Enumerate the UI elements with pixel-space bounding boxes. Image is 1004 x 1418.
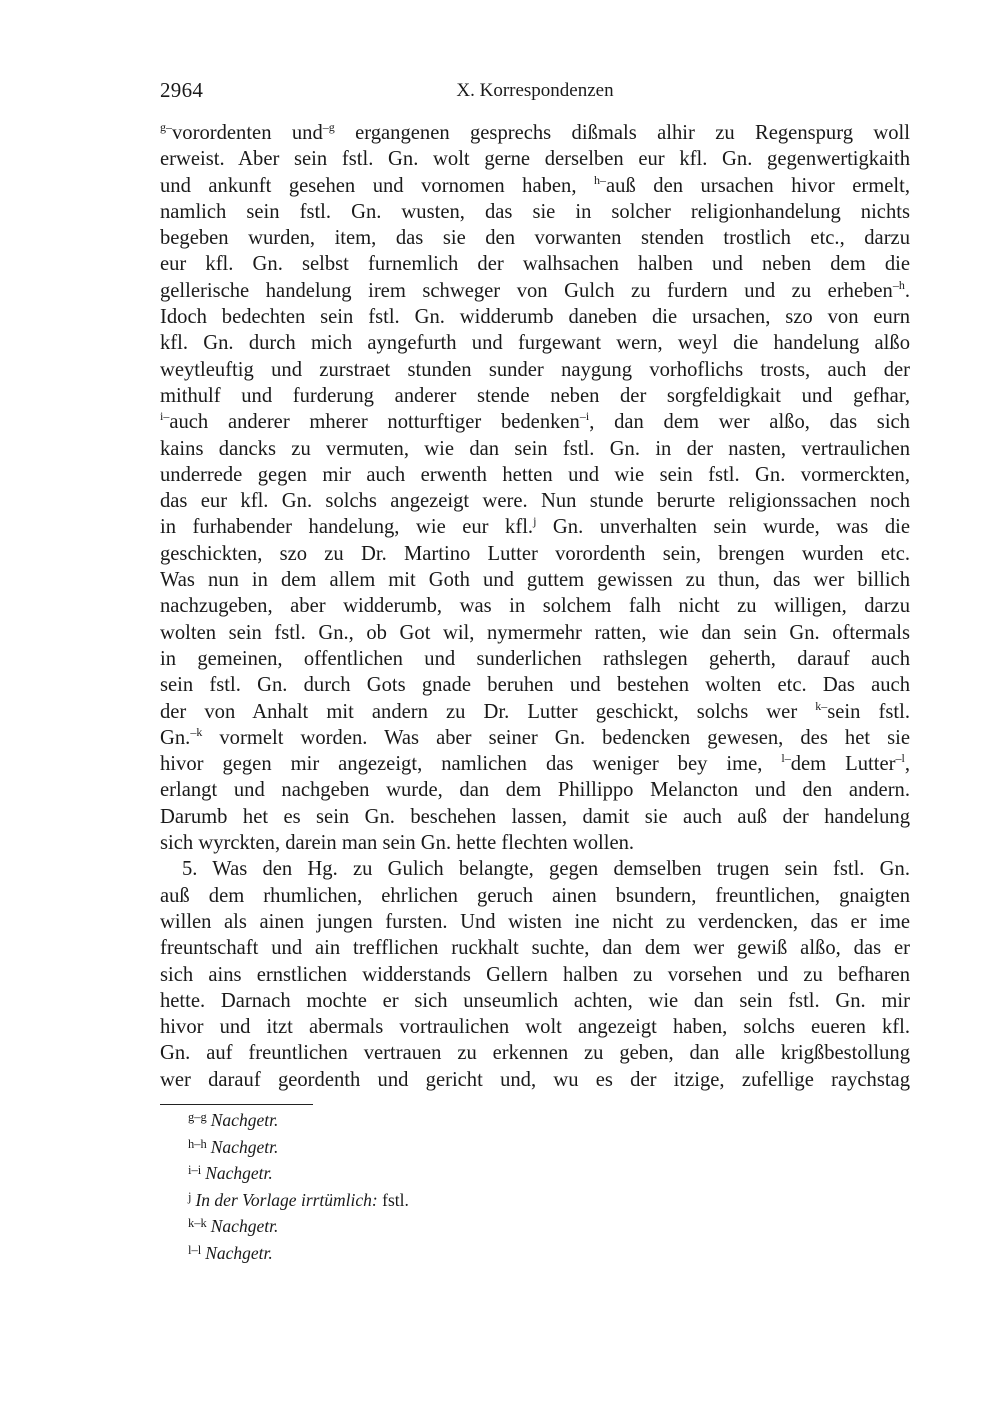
text-segment: wolten sein fstl. Gn., ob Got wil, nymermehr ratten, wie dan sein Gn. oftermals <box>160 621 910 644</box>
text-segment: geschickten, szo zu Dr. Martino Lutter vorordenth sein, brengen wurden etc. <box>160 542 910 565</box>
text-segment: begeben wurden, item, das sie den vorwanten stenden trostlich etc., darzu <box>160 227 910 250</box>
text-segment: , dan dem wer alßo, das sich <box>589 411 910 434</box>
footnote-marker: i– <box>160 409 170 424</box>
text-segment: kains dancks zu vermuten, wie dan sein fstl. Gn. in der nasten, vertraulichen <box>160 437 910 460</box>
text-segment: das eur kfl. Gn. solchs angezeigt were. Nun stunde berurte religionssachen noch <box>160 490 910 513</box>
text-segment: hivor gegen mir angezeigt, namlichen das weniger bey ime, <box>160 753 782 776</box>
text-segment: sein fstl. Gn. durch Gots gnade beruhen und bestehen wolten etc. Das auch <box>160 674 910 697</box>
text-segment: sein fstl. <box>827 700 910 723</box>
text-segment: auß dem rhumlichen, ehrlichen geruch ainen bsundern, freuntlichen, gnaigten <box>160 884 910 907</box>
text-line <box>160 1040 910 1066</box>
footnote-marker: l– <box>781 751 791 766</box>
footnote-italic-text: Nachgetr. <box>205 1163 273 1184</box>
footnote-marker: –i <box>579 409 590 424</box>
text-line <box>160 383 910 409</box>
footnote-marker: –k <box>190 724 203 739</box>
footnote-item <box>160 1106 760 1133</box>
text-segment: und ankunft gesehen und vornomen haben, <box>160 174 595 197</box>
footnote-mark: i–i <box>188 1163 202 1178</box>
text-segment: sich wyrckten, darein man sein Gn. hette flechten wollen. <box>160 832 635 855</box>
text-line <box>160 1067 910 1093</box>
text-segment: vormelt worden. Was aber seiner Gn. bedencken gewesen, des het sie <box>202 726 910 749</box>
text-line <box>160 804 910 830</box>
text-line <box>160 751 910 777</box>
text-segment: gellerische handelung irem schweger von Gulch zu furdern und zu erheben <box>160 279 893 302</box>
footnote-item <box>160 1133 760 1160</box>
text-segment: der von Anhalt mit andern zu Dr. Lutter geschickt, solchs wer <box>160 700 816 723</box>
text-line <box>160 514 910 540</box>
text-line <box>160 251 910 277</box>
footnote-italic-text: Nachgetr. <box>205 1242 273 1263</box>
text-segment: nachzugeben, aber widderumb, was in solchem falh nicht zu willigen, darzu <box>160 595 910 618</box>
footnote-item <box>160 1239 760 1266</box>
footnote-item <box>160 1186 760 1213</box>
text-segment: wer darauf geordenth und gericht und, wu es der itzige, zufellige raychstag <box>160 1068 910 1091</box>
text-segment: underrede gegen mir auch erwenth hetten und wie sein fstl. Gn. vormerckten, <box>160 463 910 486</box>
footnote-mark: l–l <box>188 1242 202 1257</box>
text-segment: eur kfl. Gn. selbst furnemlich der walhsachen halben und neben dem die <box>160 253 910 276</box>
footnote-italic-text: Nachgetr. <box>210 1110 279 1130</box>
text-line <box>160 225 910 251</box>
text-segment: . <box>904 279 910 302</box>
text-segment: namlich sein fstl. Gn. wusten, das sie in solcher religionhandelung nichts <box>160 200 910 223</box>
main-text <box>160 120 910 1093</box>
footnote-marker: –g <box>322 120 335 134</box>
text-line <box>160 962 910 988</box>
text-line <box>160 883 910 909</box>
text-line <box>160 436 910 462</box>
footnote-mark: g–g <box>188 1110 207 1124</box>
text-line <box>160 488 910 514</box>
text-segment: Darumb het es sein Gn. beschehen lassen, damit sie auch auß der handelung <box>160 805 910 828</box>
page-number: 2964 <box>160 78 204 102</box>
footnote-item <box>160 1159 760 1186</box>
text-line <box>160 409 910 435</box>
page-header <box>160 78 910 106</box>
footnote-italic-text: In der Vorlage irrtümlich: <box>195 1189 378 1210</box>
text-segment: ergangenen gesprechs dißmals alhir zu Regenspurg woll <box>334 122 910 144</box>
text-line <box>160 646 910 672</box>
text-line <box>160 357 910 383</box>
text-line <box>160 462 910 488</box>
text-line <box>160 330 910 356</box>
text-line <box>160 725 910 751</box>
text-segment: , <box>904 753 910 776</box>
text-segment: sich ains ernstlichen widderstands Gellern halben zu vorsehen und zu befharen <box>160 963 910 986</box>
text-line <box>160 856 910 882</box>
text-line <box>160 593 910 619</box>
text-segment: Idoch bedechten sein fstl. Gn. widderumb daneben die ursachen, szo von eurn <box>160 306 910 329</box>
text-line <box>160 120 910 146</box>
footnote-marker: g– <box>160 120 172 134</box>
text-segment: Gn. unverhalten sein wurde, was die <box>536 516 910 539</box>
footnote-marker: j <box>533 514 537 529</box>
footnote-mark: j <box>188 1189 192 1204</box>
text-segment: auch anderer mherer notturftiger bedenken <box>169 411 580 434</box>
text-line <box>160 173 910 199</box>
text-segment: 5. Was den Hg. zu Gulich belangte, gegen demselben trugen sein fstl. Gn. <box>182 858 910 881</box>
text-segment: kfl. Gn. durch mich ayngefurth und furgewant wern, weyl die handelung alßo <box>160 332 910 355</box>
text-line <box>160 1014 910 1040</box>
footnote-marker: k– <box>815 698 828 713</box>
text-line <box>160 278 910 304</box>
text-line <box>160 146 910 172</box>
text-segment: Was nun in dem allem mit Goth und guttem gewissen zu thun, das wer billich <box>160 569 910 592</box>
footnote-marker: h– <box>594 172 607 187</box>
footnote-divider <box>160 1104 313 1105</box>
text-segment: Gn. auf freuntlichen vertrauen zu erkennen zu geben, dan alle krigßbestollung <box>160 1042 910 1065</box>
running-title: X. Korrespondenzen <box>456 80 614 101</box>
text-line <box>160 699 910 725</box>
text-segment: freuntschaft und ain trefflichen ruckhalt suchte, dan dem wer gewiß alßo, das er <box>160 937 910 960</box>
text-segment: auß den ursachen hivor ermelt, <box>606 174 910 197</box>
footnote-italic-text: Nachgetr. <box>210 1136 279 1157</box>
text-segment: willen als ainen jungen fursten. Und wisten ine nicht zu verdencken, das er ime <box>160 910 910 933</box>
text-segment: hette. Darnach mochte er sich unseumlich achten, wie dan sein fstl. Gn. mir <box>160 989 910 1012</box>
text-line <box>160 567 910 593</box>
text-line <box>160 777 910 803</box>
text-segment: in gemeinen, offentlichen und sunderlichen rathslegen geherth, darauf auch <box>160 647 910 670</box>
text-line <box>160 935 910 961</box>
footnote-plain-text: fstl. <box>377 1189 409 1210</box>
text-segment: vorordenten und <box>172 122 323 144</box>
footnote-mark: k–k <box>188 1216 207 1231</box>
footnotes <box>160 1106 760 1266</box>
text-segment: in furhabender handelung, wie eur kfl. <box>160 516 534 539</box>
text-line <box>160 199 910 225</box>
text-segment: weytleuftig und zurstraet stunden sunder naygung vorhoflichs trosts, auch der <box>160 358 910 381</box>
text-segment: dem Lutter <box>790 753 896 776</box>
text-line <box>160 304 910 330</box>
footnote-marker: –h <box>892 277 905 292</box>
text-segment: mithulf und furderung anderer stende neben der sorgfeldigkait und gefhar, <box>160 384 910 407</box>
text-segment: Gn. <box>160 726 191 749</box>
text-line <box>160 830 910 856</box>
text-line <box>160 620 910 646</box>
footnote-marker: –l <box>895 751 905 766</box>
text-segment: hivor und itzt abermals vortraulichen wolt angezeigt haben, solchs eueren kfl. <box>160 1016 910 1039</box>
text-line <box>160 909 910 935</box>
text-line <box>160 541 910 567</box>
footnote-mark: h–h <box>188 1136 207 1151</box>
text-line <box>160 988 910 1014</box>
text-line <box>160 672 910 698</box>
footnote-italic-text: Nachgetr. <box>210 1216 279 1237</box>
footnote-item <box>160 1212 760 1239</box>
text-segment: erweist. Aber sein fstl. Gn. wolt gerne derselben eur kfl. Gn. gegenwertigkaith <box>160 148 910 171</box>
text-segment: erlangt und nachgeben wurde, dan dem Phillippo Melancton und den andern. <box>160 779 910 802</box>
